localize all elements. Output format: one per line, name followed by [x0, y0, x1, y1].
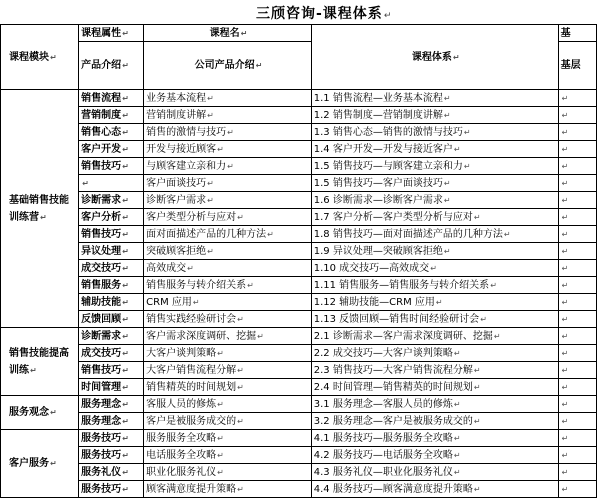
- paragraph-mark-icon: ↵: [561, 450, 569, 460]
- header-product-intro[interactable]: 产品介绍↵: [79, 42, 144, 90]
- system-cell[interactable]: 1.2 销售制度—营销制度讲解↵: [311, 107, 558, 124]
- extra-cell[interactable]: [558, 243, 596, 260]
- paragraph-mark-icon: ↵: [122, 263, 129, 273]
- paragraph-mark-icon: ↵: [561, 297, 569, 307]
- paragraph-mark-icon: ↵: [82, 178, 89, 188]
- extra-cell[interactable]: [558, 413, 596, 430]
- title-row: [0, 0, 597, 24]
- paragraph-mark-icon: ↵: [122, 127, 129, 137]
- paragraph-mark-icon: ↵: [473, 484, 481, 494]
- table-row: [1, 209, 597, 226]
- attr-cell[interactable]: 诊断需求↵: [79, 328, 144, 345]
- table-row: [1, 90, 597, 107]
- paragraph-mark-icon: ↵: [122, 365, 129, 375]
- extra-cell[interactable]: [558, 226, 596, 243]
- name-cell[interactable]: 面对面描述产品的几种方法↵: [144, 226, 312, 243]
- table-row: [1, 175, 597, 192]
- name-cell[interactable]: 诊断客户需求↵: [144, 192, 312, 209]
- paragraph-mark-icon: ↵: [207, 246, 214, 256]
- extra-cell[interactable]: [558, 192, 596, 209]
- name-cell[interactable]: 客户面谈技巧↵: [144, 175, 312, 192]
- attr-cell[interactable]: 诊断需求↵: [79, 192, 144, 209]
- table-row: [1, 226, 597, 243]
- table-row: [1, 481, 597, 498]
- system-cell[interactable]: 1.7 客户分析—客户类型分析与应对↵: [311, 209, 558, 226]
- table-row: [1, 328, 597, 345]
- name-cell[interactable]: 营销制度讲解↵: [144, 107, 312, 124]
- paragraph-mark-icon: ↵: [561, 144, 569, 154]
- name-cell[interactable]: 客户是被服务成交的↵: [144, 413, 312, 430]
- paragraph-mark-icon: ↵: [122, 246, 129, 256]
- extra-cell[interactable]: [558, 481, 596, 498]
- paragraph-mark-icon: ↵: [443, 93, 451, 103]
- attr-cell[interactable]: 服务理念↵: [79, 396, 144, 413]
- attr-cell[interactable]: 营销制度↵: [79, 107, 144, 124]
- paragraph-mark-icon: ↵: [122, 212, 129, 222]
- paragraph-mark-icon: ↵: [227, 161, 234, 171]
- paragraph-mark-icon: ↵: [430, 263, 437, 273]
- extra-cell[interactable]: [558, 396, 596, 413]
- table-row: [1, 311, 597, 328]
- system-cell[interactable]: 1.10 成交技巧—高效成交↵: [311, 260, 558, 277]
- table-row: [1, 158, 597, 175]
- attr-cell[interactable]: 销售技巧↵: [79, 362, 144, 379]
- paragraph-mark-icon: ↵: [122, 144, 129, 154]
- header-row-top: [1, 25, 597, 42]
- name-cell[interactable]: 销售的激情与技巧↵: [144, 124, 312, 141]
- paragraph-mark-icon: ↵: [122, 93, 129, 103]
- header-company-product-intro[interactable]: 公司产品介绍↵: [144, 42, 312, 90]
- attr-cell[interactable]: [79, 175, 144, 192]
- page-title: 三颀咨询-课程体系↵: [256, 6, 393, 22]
- extra-cell[interactable]: [558, 294, 596, 311]
- paragraph-mark-icon: ↵: [217, 399, 224, 409]
- paragraph-mark-icon: ↵: [257, 331, 264, 341]
- system-cell[interactable]: 2.4 时间管理—销售精英的时间规划↵: [311, 379, 558, 396]
- system-cell[interactable]: 3.1 服务理念—客服人员的修炼↵: [311, 396, 558, 413]
- attr-cell[interactable]: 服务理念↵: [79, 413, 144, 430]
- attr-cell[interactable]: 异议处理↵: [79, 243, 144, 260]
- paragraph-mark-icon: ↵: [561, 93, 569, 103]
- attr-cell[interactable]: 客户分析↵: [79, 209, 144, 226]
- paragraph-mark-icon: ↵: [207, 93, 214, 103]
- course-table: [0, 24, 597, 498]
- attr-cell[interactable]: 服务技巧↵: [79, 447, 144, 464]
- paragraph-mark-icon: ↵: [443, 195, 451, 205]
- paragraph-mark-icon: ↵: [561, 433, 569, 443]
- paragraph-mark-icon: ↵: [122, 280, 129, 290]
- header-course-system[interactable]: 课程体系↵: [311, 25, 558, 90]
- table-row: [1, 379, 597, 396]
- paragraph-mark-icon: ↵: [473, 365, 481, 375]
- paragraph-mark-icon: ↵: [561, 467, 569, 477]
- paragraph-mark-icon: ↵: [453, 450, 461, 460]
- paragraph-mark-icon: ↵: [443, 178, 451, 188]
- extra-cell[interactable]: [558, 277, 596, 294]
- paragraph-mark-icon: ↵: [207, 195, 214, 205]
- extra-cell[interactable]: [558, 175, 596, 192]
- name-cell[interactable]: 销售实践经验研讨会↵: [144, 311, 312, 328]
- attr-cell[interactable]: 时间管理↵: [79, 379, 144, 396]
- header-extra-top[interactable]: 基: [558, 25, 596, 42]
- module-cell[interactable]: 基础销售技能训练营↵: [1, 90, 79, 328]
- system-cell[interactable]: 1.13 反馈回顾—销售时间经验研讨会↵: [311, 311, 558, 328]
- paragraph-mark-icon: ↵: [122, 416, 129, 426]
- paragraph-mark-icon: ↵: [453, 399, 461, 409]
- table-row: [1, 345, 597, 362]
- extra-cell[interactable]: [558, 464, 596, 481]
- table-row: [1, 192, 597, 209]
- table-row: [1, 413, 597, 430]
- paragraph-mark-icon: ↵: [122, 484, 129, 494]
- paragraph-mark-icon: ↵: [453, 433, 461, 443]
- system-cell[interactable]: 1.4 客户开发—开发与接近客户↵: [311, 141, 558, 158]
- paragraph-mark-icon: ↵: [192, 297, 200, 307]
- header-extra-bottom[interactable]: 基层: [558, 42, 596, 90]
- name-cell[interactable]: 职业化服务礼仪↵: [144, 464, 312, 481]
- paragraph-mark-icon: ↵: [561, 127, 569, 137]
- paragraph-mark-icon: ↵: [217, 144, 224, 154]
- extra-cell[interactable]: [558, 379, 596, 396]
- paragraph-mark-icon: ↵: [122, 314, 129, 324]
- system-cell[interactable]: 1.6 诊断需求—诊断客户需求↵: [311, 192, 558, 209]
- table-row: [1, 447, 597, 464]
- paragraph-mark-icon: ↵: [237, 484, 244, 494]
- name-cell[interactable]: 电话服务全攻略↵: [144, 447, 312, 464]
- paragraph-mark-icon: ↵: [453, 348, 461, 358]
- paragraph-mark-icon: ↵: [207, 178, 214, 188]
- paragraph-mark-icon: ↵: [237, 314, 244, 324]
- paragraph-mark-icon: ↵: [122, 348, 129, 358]
- paragraph-mark-icon: ↵: [561, 263, 569, 273]
- name-cell[interactable]: CRM 应用↵: [144, 294, 312, 311]
- attr-cell[interactable]: 成交技巧↵: [79, 345, 144, 362]
- paragraph-mark-icon: ↵: [561, 382, 569, 392]
- header-course-name[interactable]: 课程名↵: [144, 25, 312, 42]
- paragraph-mark-icon: ↵: [443, 246, 451, 256]
- extra-cell[interactable]: [558, 362, 596, 379]
- attr-cell[interactable]: 反馈回顾↵: [79, 311, 144, 328]
- system-cell[interactable]: 4.3 服务礼仪—职业化服务礼仪↵: [311, 464, 558, 481]
- paragraph-mark-icon: ↵: [217, 467, 224, 477]
- paragraph-mark-icon: ↵: [561, 178, 569, 188]
- system-cell[interactable]: 2.3 销售技巧—大客户销售流程分解↵: [311, 362, 558, 379]
- attr-cell[interactable]: 客户开发↵: [79, 141, 144, 158]
- table-row: [1, 362, 597, 379]
- table-row: [1, 464, 597, 481]
- extra-cell[interactable]: [558, 141, 596, 158]
- extra-cell[interactable]: [558, 107, 596, 124]
- paragraph-mark-icon: ↵: [503, 229, 511, 239]
- system-cell[interactable]: 1.9 异议处理—突破顾客拒绝↵: [311, 243, 558, 260]
- system-cell[interactable]: 4.2 服务技巧—电话服务全攻略↵: [311, 447, 558, 464]
- system-cell[interactable]: 4.1 服务技巧—服务服务全攻略↵: [311, 430, 558, 447]
- paragraph-mark-icon: ↵: [561, 399, 569, 409]
- paragraph-mark-icon: ↵: [217, 348, 224, 358]
- system-cell[interactable]: 2.2 成交技巧—大客户谈判策略↵: [311, 345, 558, 362]
- paragraph-mark-icon: ↵: [237, 416, 244, 426]
- header-course-attr[interactable]: 课程属性↵: [79, 25, 144, 42]
- paragraph-mark-icon: ↵: [561, 484, 569, 494]
- paragraph-mark-icon: ↵: [237, 382, 244, 392]
- system-cell[interactable]: 4.4 服务技巧—顾客满意度提升策略↵: [311, 481, 558, 498]
- attr-cell[interactable]: 辅助技能↵: [79, 294, 144, 311]
- module-cell[interactable]: 客户服务↵: [1, 430, 79, 498]
- paragraph-mark-icon: ↵: [383, 11, 393, 21]
- name-cell[interactable]: 大客户谈判策略↵: [144, 345, 312, 362]
- header-course-module[interactable]: 课程模块↵: [1, 25, 79, 90]
- name-cell[interactable]: 开发与接近顾客↵: [144, 141, 312, 158]
- attr-cell[interactable]: 服务礼仪↵: [79, 464, 144, 481]
- extra-cell[interactable]: [558, 90, 596, 107]
- paragraph-mark-icon: ↵: [217, 433, 224, 443]
- paragraph-mark-icon: ↵: [267, 229, 274, 239]
- name-cell[interactable]: 服务服务全攻略↵: [144, 430, 312, 447]
- paragraph-mark-icon: ↵: [50, 459, 57, 468]
- system-cell[interactable]: 2.1 诊断需求—客户需求深度调研、挖掘↵: [311, 328, 558, 345]
- paragraph-mark-icon: ↵: [443, 110, 451, 120]
- paragraph-mark-icon: ↵: [561, 416, 569, 426]
- attr-cell[interactable]: 成交技巧↵: [79, 260, 144, 277]
- paragraph-mark-icon: ↵: [122, 297, 129, 307]
- module-cell[interactable]: 销售技能提高训练↵: [1, 328, 79, 396]
- paragraph-mark-icon: ↵: [122, 467, 129, 477]
- paragraph-mark-icon: ↵: [122, 229, 129, 239]
- extra-cell[interactable]: [558, 311, 596, 328]
- course-table-body: [1, 25, 597, 498]
- paragraph-mark-icon: ↵: [453, 144, 461, 154]
- name-cell[interactable]: 销售服务与转介绍关系↵: [144, 277, 312, 294]
- paragraph-mark-icon: ↵: [453, 467, 461, 477]
- name-cell[interactable]: 客户需求深度调研、挖掘↵: [144, 328, 312, 345]
- paragraph-mark-icon: ↵: [463, 161, 471, 171]
- paragraph-mark-icon: ↵: [122, 195, 129, 205]
- paragraph-mark-icon: ↵: [473, 212, 481, 222]
- extra-cell[interactable]: [558, 345, 596, 362]
- attr-cell[interactable]: 销售技巧↵: [79, 226, 144, 243]
- paragraph-mark-icon: ↵: [561, 195, 569, 205]
- extra-cell[interactable]: [558, 430, 596, 447]
- paragraph-mark-icon: ↵: [435, 297, 443, 307]
- system-cell[interactable]: 1.3 销售心态—销售的激情与技巧↵: [311, 124, 558, 141]
- system-cell[interactable]: 1.5 销售技巧—与顾客建立亲和力↵: [311, 158, 558, 175]
- paragraph-mark-icon: ↵: [561, 348, 569, 358]
- name-cell[interactable]: 突破顾客拒绝↵: [144, 243, 312, 260]
- paragraph-mark-icon: ↵: [561, 161, 569, 171]
- name-cell[interactable]: 顾客满意度提升策略↵: [144, 481, 312, 498]
- paragraph-mark-icon: ↵: [122, 110, 129, 120]
- paragraph-mark-icon: ↵: [561, 280, 569, 290]
- table-row: [1, 141, 597, 158]
- paragraph-mark-icon: ↵: [40, 212, 47, 222]
- name-cell[interactable]: 销售精英的时间规划↵: [144, 379, 312, 396]
- attr-cell[interactable]: 服务技巧↵: [79, 481, 144, 498]
- system-cell[interactable]: 3.2 服务理念—客户是被服务成交的↵: [311, 413, 558, 430]
- table-row: [1, 260, 597, 277]
- paragraph-mark-icon: ↵: [30, 365, 37, 375]
- name-cell[interactable]: 与顾客建立亲和力↵: [144, 158, 312, 175]
- attr-cell[interactable]: 销售技巧↵: [79, 158, 144, 175]
- extra-cell[interactable]: [558, 447, 596, 464]
- paragraph-mark-icon: ↵: [122, 399, 129, 409]
- paragraph-mark-icon: ↵: [561, 229, 569, 239]
- paragraph-mark-icon: ↵: [561, 212, 569, 222]
- extra-cell[interactable]: [558, 124, 596, 141]
- paragraph-mark-icon: ↵: [473, 416, 481, 426]
- name-cell[interactable]: 业务基本流程↵: [144, 90, 312, 107]
- paragraph-mark-icon: ↵: [207, 110, 214, 120]
- name-cell[interactable]: 客户类型分析与应对↵: [144, 209, 312, 226]
- paragraph-mark-icon: ↵: [122, 331, 129, 341]
- paragraph-mark-icon: ↵: [490, 280, 497, 290]
- paragraph-mark-icon: ↵: [122, 382, 129, 392]
- table-row: [1, 124, 597, 141]
- paragraph-mark-icon: ↵: [561, 365, 569, 375]
- module-cell[interactable]: 服务观念↵: [1, 396, 79, 430]
- paragraph-mark-icon: ↵: [463, 127, 471, 137]
- attr-cell[interactable]: 服务技巧↵: [79, 430, 144, 447]
- paragraph-mark-icon: ↵: [493, 331, 501, 341]
- table-row: [1, 277, 597, 294]
- paragraph-mark-icon: ↵: [237, 365, 244, 375]
- extra-cell[interactable]: [558, 158, 596, 175]
- extra-cell[interactable]: [558, 260, 596, 277]
- table-row: [1, 294, 597, 311]
- paragraph-mark-icon: ↵: [480, 314, 487, 324]
- table-row: [1, 107, 597, 124]
- paragraph-mark-icon: ↵: [561, 110, 569, 120]
- system-cell[interactable]: 1.12 辅助技能—CRM 应用↵: [311, 294, 558, 311]
- paragraph-mark-icon: ↵: [122, 450, 129, 460]
- paragraph-mark-icon: ↵: [561, 331, 569, 341]
- attr-cell[interactable]: 销售服务↵: [79, 277, 144, 294]
- extra-cell[interactable]: [558, 209, 596, 226]
- system-cell[interactable]: 1.1 销售流程—业务基本流程↵: [311, 90, 558, 107]
- paragraph-mark-icon: ↵: [217, 450, 224, 460]
- extra-cell[interactable]: [558, 328, 596, 345]
- paragraph-mark-icon: ↵: [50, 408, 57, 417]
- paragraph-mark-icon: ↵: [561, 314, 569, 324]
- paragraph-mark-icon: ↵: [122, 161, 129, 171]
- system-cell[interactable]: 1.5 销售技巧—客户面谈技巧↵: [311, 175, 558, 192]
- table-row: [1, 396, 597, 413]
- table-row: [1, 243, 597, 260]
- attr-cell[interactable]: 销售流程↵: [79, 90, 144, 107]
- paragraph-mark-icon: ↵: [473, 382, 481, 392]
- paragraph-mark-icon: ↵: [227, 127, 234, 137]
- table-row: [1, 430, 597, 447]
- system-cell[interactable]: 1.11 销售服务—销售服务与转介绍关系↵: [311, 277, 558, 294]
- name-cell[interactable]: 大客户销售流程分解↵: [144, 362, 312, 379]
- system-cell[interactable]: 1.8 销售技巧—面对面描述产品的几种方法↵: [311, 226, 558, 243]
- paragraph-mark-icon: ↵: [237, 212, 244, 222]
- name-cell[interactable]: 客服人员的修炼↵: [144, 396, 312, 413]
- paragraph-mark-icon: ↵: [561, 246, 569, 256]
- attr-cell[interactable]: 销售心态↵: [79, 124, 144, 141]
- name-cell[interactable]: 高效成交↵: [144, 260, 312, 277]
- paragraph-mark-icon: ↵: [247, 280, 254, 290]
- paragraph-mark-icon: ↵: [187, 263, 194, 273]
- paragraph-mark-icon: ↵: [122, 433, 129, 443]
